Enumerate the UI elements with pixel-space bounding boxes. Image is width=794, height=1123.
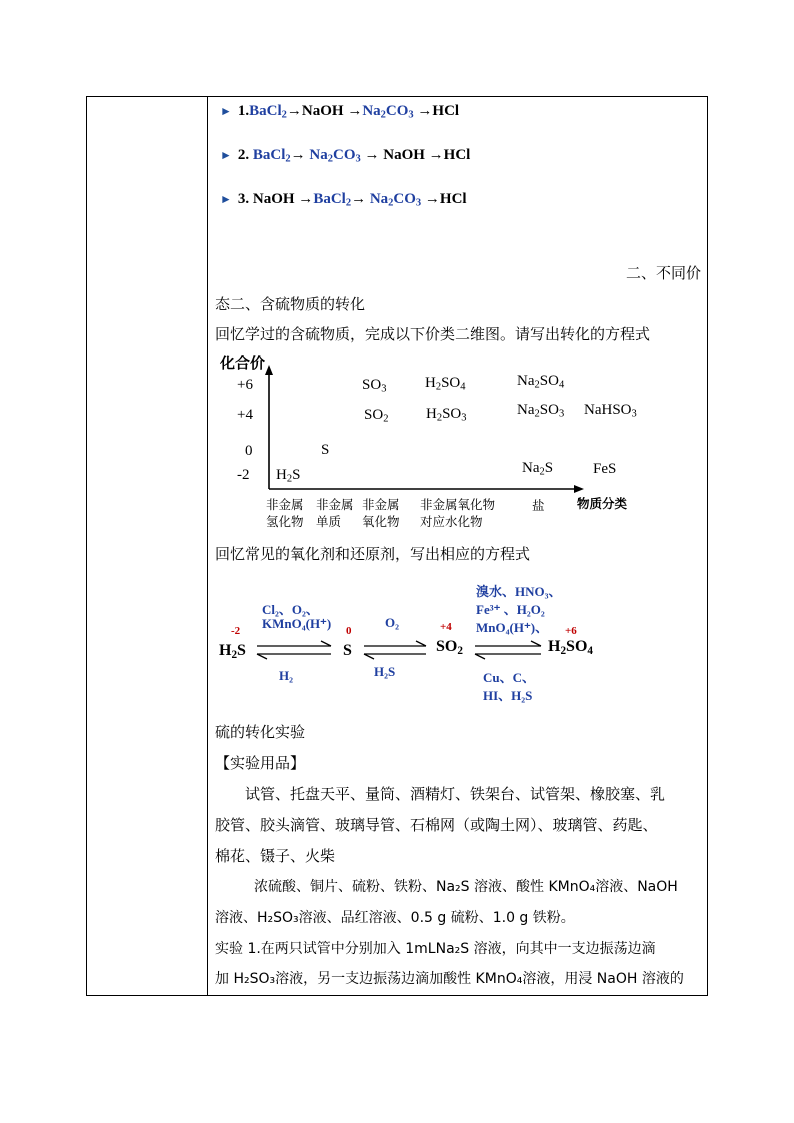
ox-state-minus2: -2 bbox=[231, 625, 241, 637]
species-h2s-node: $H_2S$ bbox=[219, 642, 246, 661]
species-s: S bbox=[321, 442, 330, 458]
ox-state-plus4: +4 bbox=[440, 621, 452, 633]
y-axis-label: 化合价 bbox=[220, 354, 266, 372]
species-so2-node: $SO_2$ bbox=[436, 638, 463, 657]
species-na2s: $Na_2S$ bbox=[522, 460, 554, 478]
experiment-1-line-1: 实验 1.在两只试管中分别加入 1mLNa₂S 溶液，向其中一支边振荡边滴 bbox=[215, 941, 656, 957]
supplies-line-1: 试管、托盘天平、量筒、酒精灯、铁架台、试管架、橡胶塞、乳 bbox=[245, 785, 666, 803]
category-hydride: 非金属 氢化物 bbox=[266, 497, 304, 529]
species-h2so4: $H_2SO_4$ bbox=[425, 375, 466, 393]
reagents-1-top-a: Cl₂、O₂、 bbox=[262, 602, 319, 617]
experiment-1-line-2: 加 H₂SO₃溶液，另一支边振荡边滴加酸性 KMnO₄溶液，用浸 NaOH 溶液的 bbox=[215, 971, 684, 987]
species-so2: $SO_2$ bbox=[364, 407, 389, 425]
reagents-2-top: O₂ bbox=[385, 615, 400, 630]
section-heading-left: 态二、含硫物质的转化 bbox=[215, 295, 366, 313]
species-so3: $SO_3$ bbox=[362, 377, 387, 395]
species-h2so4-node: $H_2SO_4$ bbox=[548, 638, 593, 657]
species-h2s: $H_2S$ bbox=[276, 467, 301, 485]
ox-state-0: 0 bbox=[346, 625, 352, 637]
reagents-3-top-c: MnO₄(H⁺)、 bbox=[476, 620, 549, 635]
supplies-heading: 【实验用品】 bbox=[215, 754, 306, 772]
y-tick-plus6: +6 bbox=[237, 377, 253, 393]
y-tick-plus4: +4 bbox=[237, 407, 253, 423]
sequence-1: ► 1.BaCl$_2$→NaOH $\to Na_2CO_3 \to HCl$ bbox=[220, 103, 460, 121]
x-axis-label: 物质分类 bbox=[577, 496, 628, 511]
species-fes: FeS bbox=[593, 461, 617, 477]
bullet-arrow-icon: ► bbox=[220, 148, 232, 162]
recall-text: 回忆常见的氧化剂和还原剂，写出相应的方程式 bbox=[215, 545, 531, 563]
bullet-arrow-icon: ► bbox=[220, 104, 232, 118]
reagents-3-top-b: Fe³⁺ 、H₂O₂ bbox=[476, 602, 545, 617]
reagents-3-bottom-a: Cu、C、 bbox=[483, 670, 536, 685]
species-na2so4: $Na_2SO_4$ bbox=[517, 373, 565, 391]
supplies-line-2: 胶管、胶头滴管、玻璃导管、石棉网（或陶土网）、玻璃管、药匙、 bbox=[215, 816, 658, 834]
species-nahso3: NaHSO$_3$ bbox=[584, 402, 637, 420]
species-na2so3: $Na_2SO_3$ bbox=[517, 402, 565, 420]
equilibrium-arrow-2 bbox=[362, 640, 430, 662]
supplies-line-3: 棉花、镊子、火柴 bbox=[215, 847, 336, 865]
y-tick-0: 0 bbox=[245, 443, 253, 459]
intro-text: 回忆学过的含硫物质，完成以下价类二维图。请写出转化的方程式 bbox=[215, 325, 651, 343]
y-tick-minus2: -2 bbox=[237, 467, 250, 483]
equilibrium-arrow-1 bbox=[255, 640, 335, 662]
sequence-2: ► 2. BaCl$_2$→ $Na_2CO_3$ → NaOH →HCl bbox=[220, 147, 471, 165]
reagents-line-2: 溶液、H₂SO₃溶液、品红溶液、0.5 g 硫粉、1.0 g 铁粉。 bbox=[215, 910, 575, 926]
experiment-title: 硫的转化实验 bbox=[215, 723, 306, 741]
reagents-3-top-a: 溴水、HNO₃、 bbox=[476, 584, 562, 599]
reagents-1-bottom: H₂ bbox=[279, 668, 294, 683]
reagents-3-bottom-b: HI、H₂S bbox=[483, 688, 533, 703]
reagents-2-bottom: H₂S bbox=[374, 664, 396, 679]
reagents-line-1: 浓硫酸、铜片、硫粉、铁粉、Na₂S 溶液、酸性 KMnO₄溶液、NaOH bbox=[254, 879, 678, 895]
sequence-3: ► 3. NaOH →BaCl$_2$→ $Na_2CO_3 \to HCl$ bbox=[220, 191, 467, 209]
section-heading-right: 二、不同价 bbox=[625, 264, 701, 282]
species-h2so3: $H_2SO_3$ bbox=[426, 406, 467, 424]
category-salt: 盐 bbox=[532, 498, 545, 513]
column-divider bbox=[207, 96, 208, 996]
category-element: 非金属 单质 bbox=[316, 497, 354, 529]
species-s-node: S bbox=[343, 642, 352, 659]
equilibrium-arrow-3 bbox=[473, 640, 545, 662]
reagents-1-top-b: KMnO₄(H⁺) bbox=[262, 616, 332, 631]
bullet-arrow-icon: ► bbox=[220, 192, 232, 206]
ox-state-plus6: +6 bbox=[565, 625, 577, 637]
category-oxide: 非金属 氧化物 bbox=[362, 497, 400, 529]
category-oxyacid: 非金属氧化物 对应水化物 bbox=[420, 497, 496, 529]
